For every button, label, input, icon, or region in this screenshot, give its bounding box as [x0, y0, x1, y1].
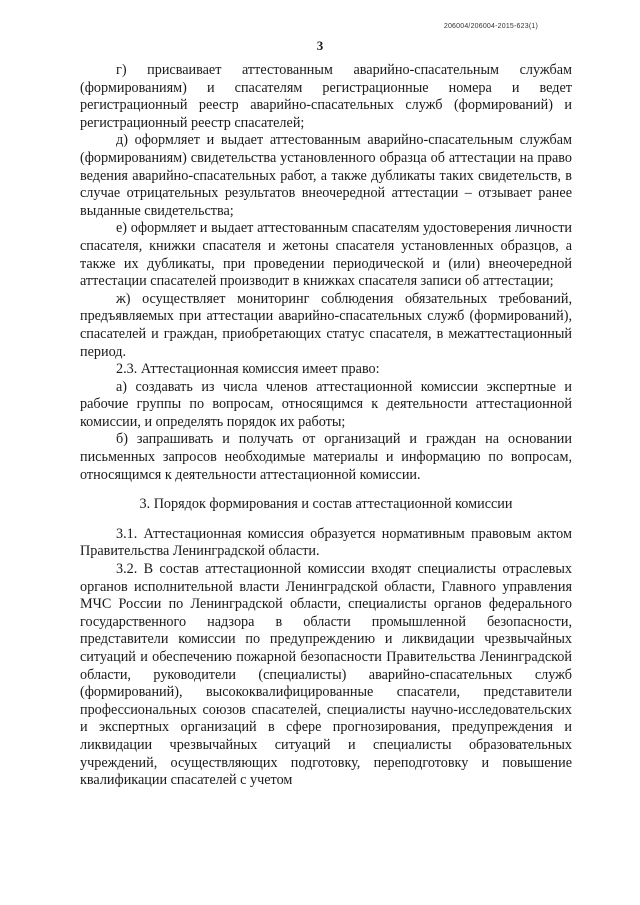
paragraph-2-3: 2.3. Аттестационная комиссия имеет право:	[116, 361, 380, 378]
document-code: 206004/206004-2015-623(1)	[443, 23, 538, 30]
section-heading: 3. Порядок формирования и состав аттестационной комиссии	[139, 496, 513, 513]
paragraph-3-1: 3.1. Аттестационная комиссия образуется нормативным правовым актом Правительства Ленинградской области.	[80, 525, 572, 560]
paragraph-item-zh: ж) осуществляет мониторинг соблюдения обязательных требований, предъявляемых при аттестации аварийно-спасательных служб (формирований), спасателей и граждан, приобретающих статус спасателя, в межаттестационный период.	[80, 290, 572, 360]
paragraph-3-2: 3.2. В состав аттестационной комиссии входят специалисты отраслевых органов исполнительной власти Ленинградской области, Главного управления МЧС России по Ленинградской области, специалисты органов федерального государственного надзора в области промышленной безопасности, представители комиссии по предупреждению и ликвидации чрезвычайных ситуаций и обеспечению пожарной безопасности Правительства Ленинградской области, руководители (специалисты) аварийно-спасательных служб (формирований), высококвалифицированные спасатели, представители профессиональных союзов спасателей, специалисты научно-исследовательских и экспертных организаций в сфере прогнозирования, предупреждения и ликвидации чрезвычайных ситуаций и специалисты образовательных учреждений, осуществляющих подготовку, переподготовку и повышение квалификации спасателей с учетом	[80, 561, 572, 789]
paragraph-item-g: г) присваивает аттестованным аварийно-спасательным службам (формированиям) и спасателям регистрационные номера и ведет регистрационный реестр аварийно-спасательных служб (формирований) и регистрационный реестр спасателей;	[80, 62, 572, 131]
paragraph-item-d: д) оформляет и выдает аттестованным аварийно-спасательным службам (формированиям) свидетельства установленного образца об аттестации на право ведения аварийно-спасательных работ, а также дубликаты таких свидетельств, в случае отрицательных результатов внеочередной аттестации – отзывает ранее выданные свидетельства;	[80, 132, 572, 219]
document-body	[80, 62, 572, 790]
paragraph-item-a: а) создавать из числа членов аттестационной комиссии экспертные и рабочие группы по вопросам, относящимся к деятельности аттестационной комиссии, и определять порядок их работы;	[80, 378, 572, 430]
paragraph-item-b: б) запрашивать и получать от организаций и граждан на основании письменных запросов необходимые материалы и информацию по вопросам, относящимся к деятельности аттестационной комиссии.	[80, 431, 572, 483]
paragraph-item-e: е) оформляет и выдает аттестованным спасателям удостоверения личности спасателя, книжки спасателя и жетоны спасателя установленных образцов, а также их дубликаты, при проведении периодической и (или) внеочередной аттестации спасателей производит в книжках спасателя записи об аттестации;	[80, 220, 572, 290]
page-number: 3	[316, 38, 324, 53]
